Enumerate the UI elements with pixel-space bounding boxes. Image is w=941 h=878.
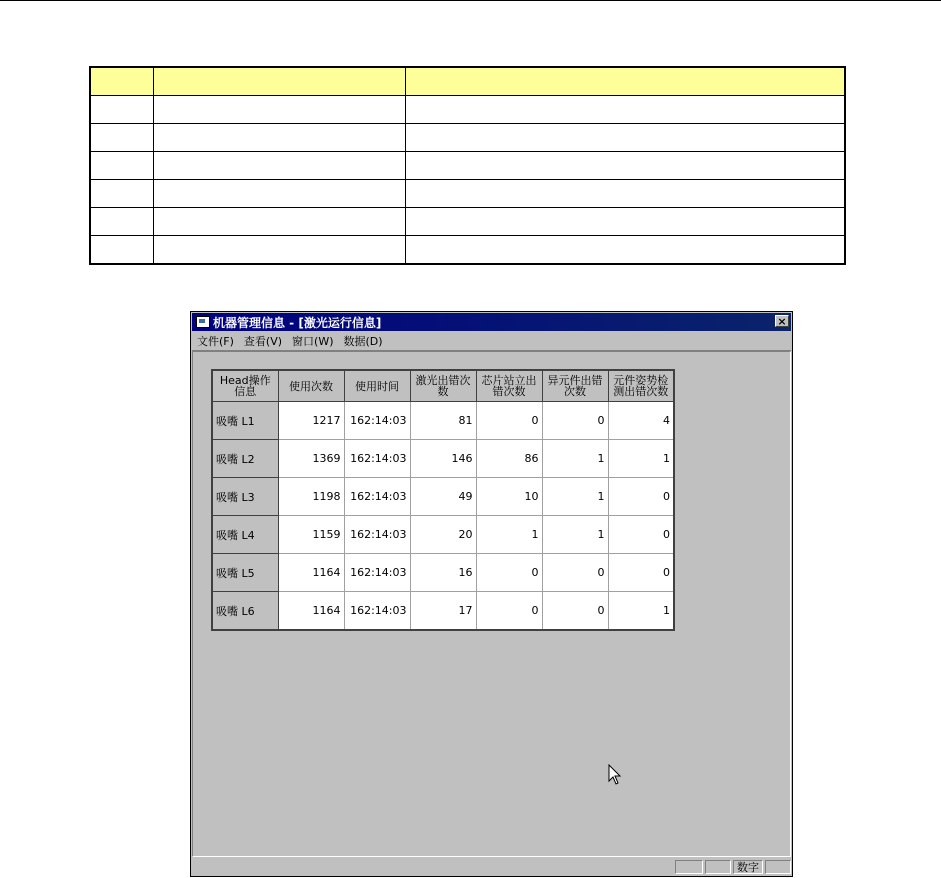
menu-bar xyxy=(192,332,791,351)
grid-cell[interactable]: 1 xyxy=(542,478,608,516)
status-panel xyxy=(705,860,731,874)
menu-window[interactable]: 窗口(W) xyxy=(292,335,334,348)
grid-header-cell[interactable]: 异元件出错次数 xyxy=(542,370,608,402)
grid-header-cell[interactable]: 使用时间 xyxy=(344,370,410,402)
grid-header-cell[interactable]: Head操作信息 xyxy=(212,370,278,402)
grid-cell[interactable]: 1159 xyxy=(278,516,344,554)
title-bar[interactable] xyxy=(192,313,791,331)
grid-cell[interactable]: 162:14:03 xyxy=(344,554,410,592)
grid-row xyxy=(212,440,674,478)
window-title: 机器管理信息 - [激光运行信息] xyxy=(213,315,382,330)
grid-row xyxy=(212,516,674,554)
grid-header-cell[interactable]: 元件姿势检测出错次数 xyxy=(608,370,674,402)
grid-row-label[interactable]: 吸嘴 L5 xyxy=(212,554,278,592)
document-table-row xyxy=(90,96,845,124)
grid-cell[interactable]: 162:14:03 xyxy=(344,516,410,554)
grid-row-label[interactable]: 吸嘴 L1 xyxy=(212,402,278,440)
grid-row-label[interactable]: 吸嘴 L6 xyxy=(212,592,278,631)
grid-cell[interactable]: 10 xyxy=(476,478,542,516)
grid-cell[interactable]: 0 xyxy=(608,554,674,592)
grid-cell[interactable]: 1 xyxy=(476,516,542,554)
grid-cell[interactable]: 1198 xyxy=(278,478,344,516)
grid-cell[interactable]: 162:14:03 xyxy=(344,592,410,631)
document-table-row xyxy=(90,124,845,152)
menu-view[interactable]: 查看(V) xyxy=(243,335,283,348)
grid-cell[interactable]: 20 xyxy=(410,516,476,554)
status-panel xyxy=(765,860,791,874)
data-grid xyxy=(211,369,675,631)
grid-cell[interactable]: 0 xyxy=(608,516,674,554)
grid-row-label[interactable]: 吸嘴 L2 xyxy=(212,440,278,478)
grid-row xyxy=(212,402,674,440)
grid-cell[interactable]: 0 xyxy=(542,592,608,631)
document-table-row xyxy=(90,180,845,208)
grid-cell[interactable]: 49 xyxy=(410,478,476,516)
grid-cell[interactable]: 146 xyxy=(410,440,476,478)
document-table-row xyxy=(90,236,845,265)
document-table xyxy=(89,66,846,265)
top-rule xyxy=(0,0,941,1)
grid-cell[interactable]: 1 xyxy=(542,440,608,478)
document-table-header xyxy=(90,67,845,96)
grid-cell[interactable]: 0 xyxy=(476,554,542,592)
doc-header-cell xyxy=(153,67,405,96)
app-window xyxy=(190,311,793,877)
grid-row xyxy=(212,592,674,631)
grid-cell[interactable]: 1164 xyxy=(278,592,344,631)
grid-cell[interactable]: 81 xyxy=(410,402,476,440)
grid-cell[interactable]: 16 xyxy=(410,554,476,592)
grid-cell[interactable]: 1 xyxy=(608,592,674,631)
client-area xyxy=(192,351,791,857)
grid-cell[interactable]: 86 xyxy=(476,440,542,478)
doc-header-cell xyxy=(405,67,845,96)
grid-cell[interactable]: 0 xyxy=(608,478,674,516)
grid-cell[interactable]: 162:14:03 xyxy=(344,402,410,440)
grid-cell[interactable]: 0 xyxy=(542,402,608,440)
mouse-pointer-icon xyxy=(608,764,622,786)
grid-cell[interactable]: 1 xyxy=(608,440,674,478)
menu-data[interactable]: 数据(D) xyxy=(343,335,383,348)
grid-cell[interactable]: 162:14:03 xyxy=(344,478,410,516)
grid-cell[interactable]: 0 xyxy=(542,554,608,592)
grid-row xyxy=(212,478,674,516)
grid-cell[interactable]: 1164 xyxy=(278,554,344,592)
close-button[interactable]: × xyxy=(775,315,789,327)
status-bar xyxy=(192,858,791,875)
status-num-lock: 数字 xyxy=(733,860,763,874)
menu-file[interactable]: 文件(F) xyxy=(197,335,234,348)
grid-cell[interactable]: 0 xyxy=(476,592,542,631)
grid-row-label[interactable]: 吸嘴 L4 xyxy=(212,516,278,554)
grid-cell[interactable]: 1369 xyxy=(278,440,344,478)
grid-cell[interactable]: 4 xyxy=(608,402,674,440)
grid-header-cell[interactable]: 使用次数 xyxy=(278,370,344,402)
grid-cell[interactable]: 0 xyxy=(476,402,542,440)
grid-row xyxy=(212,554,674,592)
app-icon xyxy=(196,316,210,328)
grid-cell[interactable]: 162:14:03 xyxy=(344,440,410,478)
grid-header-cell[interactable]: 芯片站立出错次数 xyxy=(476,370,542,402)
document-table-row xyxy=(90,208,845,236)
grid-header-cell[interactable]: 激光出错次数 xyxy=(410,370,476,402)
doc-header-cell xyxy=(90,67,153,96)
document-table-row xyxy=(90,152,845,180)
grid-cell[interactable]: 1217 xyxy=(278,402,344,440)
grid-cell[interactable]: 1 xyxy=(542,516,608,554)
grid-row-label[interactable]: 吸嘴 L3 xyxy=(212,478,278,516)
grid-header-row xyxy=(212,370,674,402)
status-panel xyxy=(675,860,703,874)
grid-cell[interactable]: 17 xyxy=(410,592,476,631)
